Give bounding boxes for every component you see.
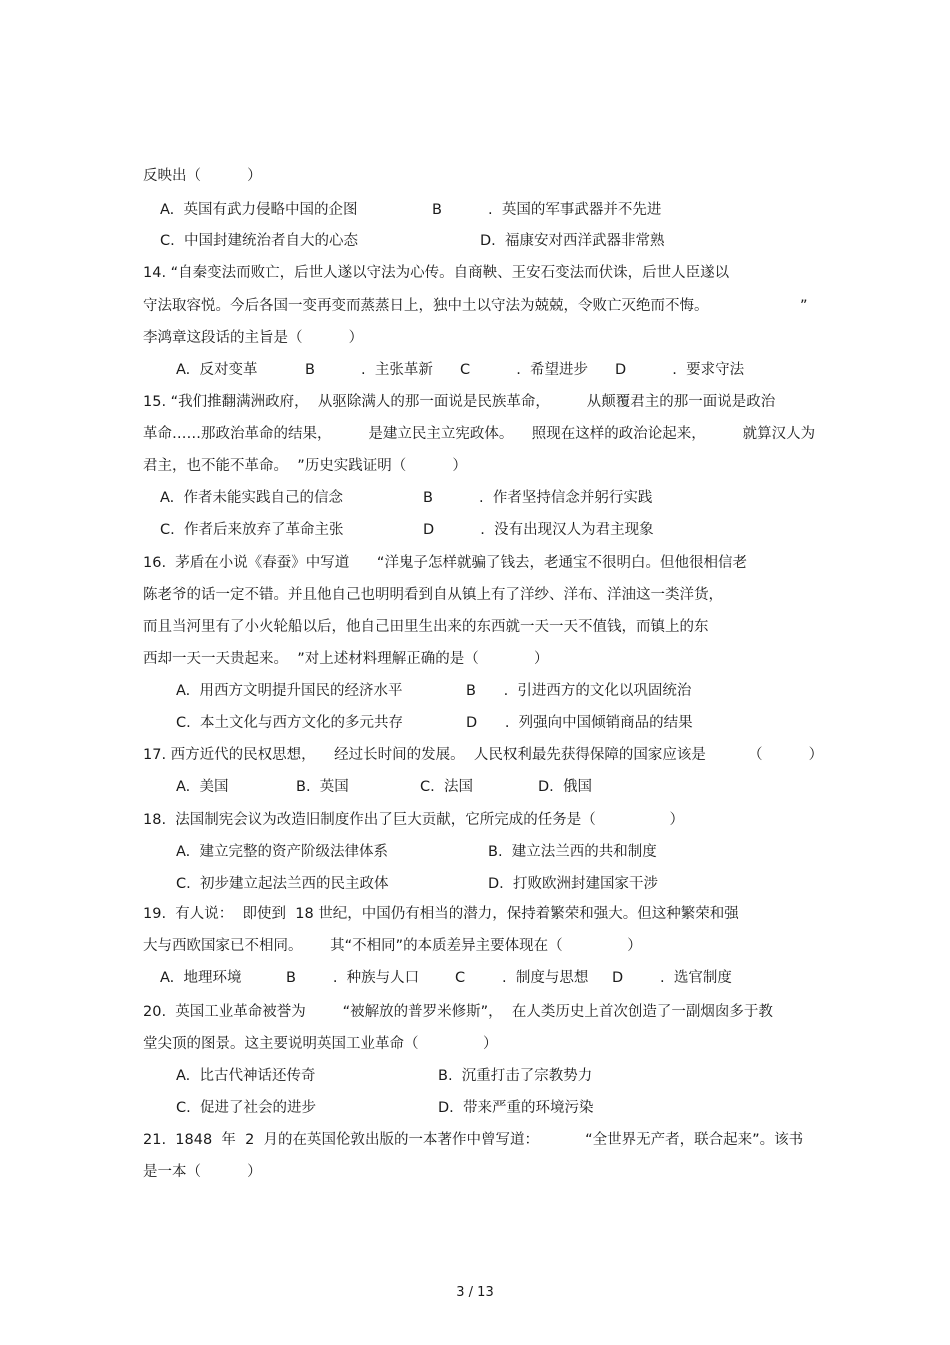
answer-option: D. 打败欧洲封建国家干涉 [488,876,658,892]
question-text-line: 19. 有人说： 即使到 18 世纪，中国仍有相当的潜力，保持着繁荣和强大。但这种繁荣和强 [143,906,739,922]
answer-option: B. 英国 [296,779,349,795]
question-text-line: 是一本（ ） [143,1164,262,1180]
question-text-line: 20. 英国工业革命被誉为 “被解放的普罗米修斯”， 在人类历史上首次创造了一副烟囱多于教 [143,1004,773,1020]
answer-option: D . 列强向中国倾销商品的结果 [466,715,693,731]
answer-option: D . 要求守法 [615,362,745,378]
answer-option: C. 法国 [420,779,473,795]
answer-option: B . 种族与人口 [286,970,420,986]
answer-option: D . 选官制度 [612,970,732,986]
answer-option: A. 美国 [176,779,229,795]
question-text-line: 反映出（ ） [143,168,262,184]
question-text-line: 14. “自秦变法而败亡，后世人遂以守法为心传。自商鞅、王安石变法而伏诛，后世人臣遂以 [143,265,730,281]
question-text-line: 革命……那政治革命的结果， 是建立民主立宪政体。 照现在这样的政治论起来， 就算汉人为 [143,426,816,442]
question-text-line: 李鸿章这段话的主旨是（ ） [143,330,364,346]
answer-option: A. 用西方文明提升国民的经济水平 [176,683,403,699]
answer-option: C . 制度与思想 [455,970,589,986]
answer-option: A. 英国有武力侵略中国的企图 [160,202,358,218]
answer-option: B . 作者坚持信念并躬行实践 [423,490,653,506]
question-text-line: 而且当河里有了小火轮船以后，他自己田里生出来的东西就一天一天不值钱，而镇上的东 [143,619,709,635]
answer-option: A. 反对变革 [176,362,258,378]
question-text-line: 堂尖顶的图景。这主要说明英国工业革命（ ） [143,1036,498,1052]
question-text-line: 17. 西方近代的民权思想， 经过长时间的发展。 人民权利最先获得保障的国家应该是 [143,747,706,763]
answer-option: D . 没有出现汉人为君主现象 [423,522,654,538]
answer-blank: （ ） [748,747,824,763]
answer-option: A. 比古代神话还传奇 [176,1068,316,1084]
question-text-line: 陈老爷的话一定不错。并且他自己也明明看到自从镇上有了洋纱、洋布、洋油这一类洋货， [143,587,723,603]
question-text-line: 守法取容悦。今后各国一变再变而蒸蒸日上，独中土以守法为兢兢，令败亡灭绝而不悔。 [143,298,709,314]
answer-option: D. 俄国 [538,779,592,795]
answer-option: B. 建立法兰西的共和制度 [488,844,657,860]
answer-option: C. 作者后来放弃了革命主张 [160,522,344,538]
question-text-line: 21. 1848 年 2 月的在英国伦敦出版的一本著作中曾写道： “全世界无产者，联合起来”。该书 [143,1132,804,1148]
answer-option: C . 希望进步 [460,362,589,378]
answer-option: C. 初步建立起法兰西的民主政体 [176,876,389,892]
question-text-line: 15. “我们推翻满洲政府， 从驱除满人的那一面说是民族革命， 从颠覆君主的那一面说是政治 [143,394,776,410]
answer-option: B . 英国的军事武器并不先进 [432,202,662,218]
answer-option: B . 引进西方的文化以巩固统治 [466,683,692,699]
question-text-line: 大与西欧国家已不相同。 其“不相同”的本质差异主要体现在（ ） [143,938,642,954]
page-number: 3 / 13 [456,1285,494,1300]
answer-option: A. 作者未能实践自己的信念 [160,490,343,506]
answer-option: C. 促进了社会的进步 [176,1100,316,1116]
question-text-line: 君主，也不能不革命。 ”历史实践证明（ ） [143,458,467,474]
answer-option: A. 地理环境 [160,970,242,986]
answer-option: A. 建立完整的资产阶级法律体系 [176,844,388,860]
answer-option: D. 带来严重的环境污染 [438,1100,594,1116]
answer-option: D. 福康安对西洋武器非常熟 [480,233,665,249]
answer-option: C. 中国封建统治者自大的心态 [160,233,358,249]
question-text-line: 16. 茅盾在小说《春蚕》中写道 “洋鬼子怎样就骗了钱去，老通宝不很明白。但他很相信老 [143,555,747,571]
answer-option: C. 本土文化与西方文化的多元共存 [176,715,403,731]
question-text-line: 18. 法国制宪会议为改造旧制度作出了巨大贡献，它所完成的任务是（ ） [143,812,685,828]
question-text-line: ” [800,298,808,314]
answer-option: B . 主张革新 [305,362,433,378]
answer-option: B. 沉重打击了宗教势力 [438,1068,593,1084]
question-text-line: 西却一天一天贵起来。 ”对上述材料理解正确的是（ ） [143,651,549,667]
